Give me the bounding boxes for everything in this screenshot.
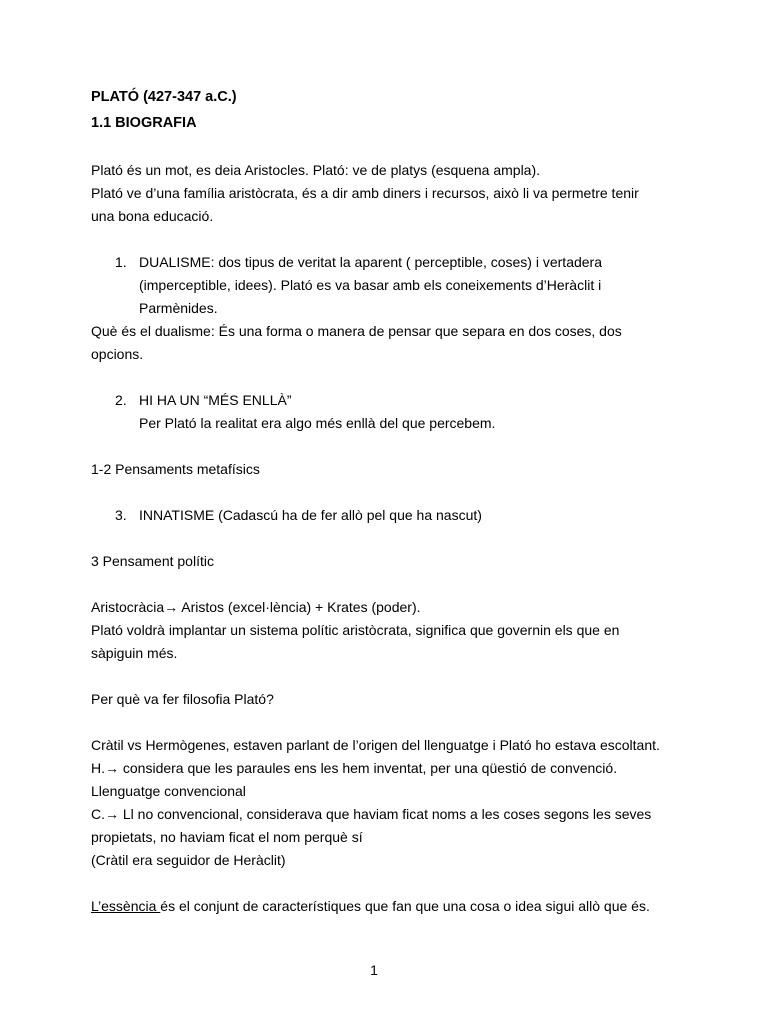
list-item-line: (imperceptible, idees). Plató es va basar amb els coneixements d’Heràclit i [139, 277, 602, 293]
list-item-line: DUALISME: dos tipus de veritat la aparent ( perceptible, coses) i vertadera [139, 254, 602, 270]
list-number: 1. [115, 254, 127, 270]
list-item-line: Per Plató la realitat era algo més enllà del que percebem. [139, 415, 496, 431]
paragraph-line: opcions. [91, 346, 144, 362]
paragraph-line: Plató voldrà implantar un sistema polític aristòcrata, significa que governin els que en [91, 622, 620, 638]
spacer [91, 527, 691, 550]
spacer [91, 481, 691, 504]
paragraph-line: Què és el dualisme: És una forma o manera de pensar que separa en dos coses, dos [91, 323, 622, 339]
paragraph-line: Llenguatge convencional [91, 783, 246, 799]
spacer [91, 665, 691, 688]
paragraph-line: Plató és un mot, es deia Aristocles. Plató: ve de platys (esquena ampla). [91, 162, 541, 178]
page-number: 1 [370, 962, 378, 978]
spacer [91, 573, 691, 596]
list-number: 2. [115, 392, 127, 408]
spacer [91, 228, 691, 251]
spacer [91, 435, 691, 458]
paragraph-line: C.→ Ll no convencional, considerava que haviam ficat noms a les coses segons les seves [91, 806, 652, 822]
list-item-line: Parmènides. [139, 300, 218, 316]
definition-text: és el conjunt de característiques que fan que una cosa o idea sigui allò que és. [160, 898, 650, 914]
section-heading: 3 Pensament polític [91, 553, 214, 569]
document-page [91, 84, 691, 918]
spacer [91, 711, 691, 734]
paragraph-line: una bona educació. [91, 208, 214, 224]
list-item-innatisme [91, 504, 691, 527]
paragraph-line: (Cràtil era seguidor de Heràclit) [91, 852, 286, 868]
list-item-mes-enlla [91, 389, 691, 435]
list-number: 3. [115, 507, 127, 523]
spacer [91, 366, 691, 389]
list-item-dualisme [91, 251, 691, 320]
question-line: Per què va fer filosofia Plató? [91, 691, 274, 707]
paragraph-line: sàpiguin més. [91, 645, 178, 661]
essencia-definition [91, 895, 691, 918]
paragraph-line: Cràtil vs Hermògenes, estaven parlant de l’origen del llenguatge i Plató ho estava escoltant. [91, 737, 660, 753]
paragraph-line: propietats, no haviam ficat el nom perquè sí [91, 829, 363, 845]
spacer [91, 872, 691, 895]
list-item-line: INNATISME (Cadascú ha de fer allò pel que ha nascut) [139, 507, 482, 523]
section-heading: 1-2 Pensaments metafísics [91, 461, 260, 477]
list-item-line: HI HA UN “MÉS ENLLÀ” [139, 392, 292, 408]
spacer [91, 136, 691, 159]
paragraph-line: H.→ considera que les paraules ens les hem inventat, per una qüestió de convenció. [91, 760, 618, 776]
paragraph-line: Plató ve d’una família aristòcrata, és a dir amb diners i recursos, això li va permetre tenir [91, 185, 639, 201]
document-title: PLATÓ (427-347 a.C.) [91, 89, 237, 105]
paragraph-line: Aristocràcia→ Aristos (excel·lència) + Krates (poder). [91, 599, 421, 615]
section-heading-biografia: 1.1 BIOGRAFIA [91, 115, 197, 131]
underlined-term: L’essència [91, 898, 161, 914]
